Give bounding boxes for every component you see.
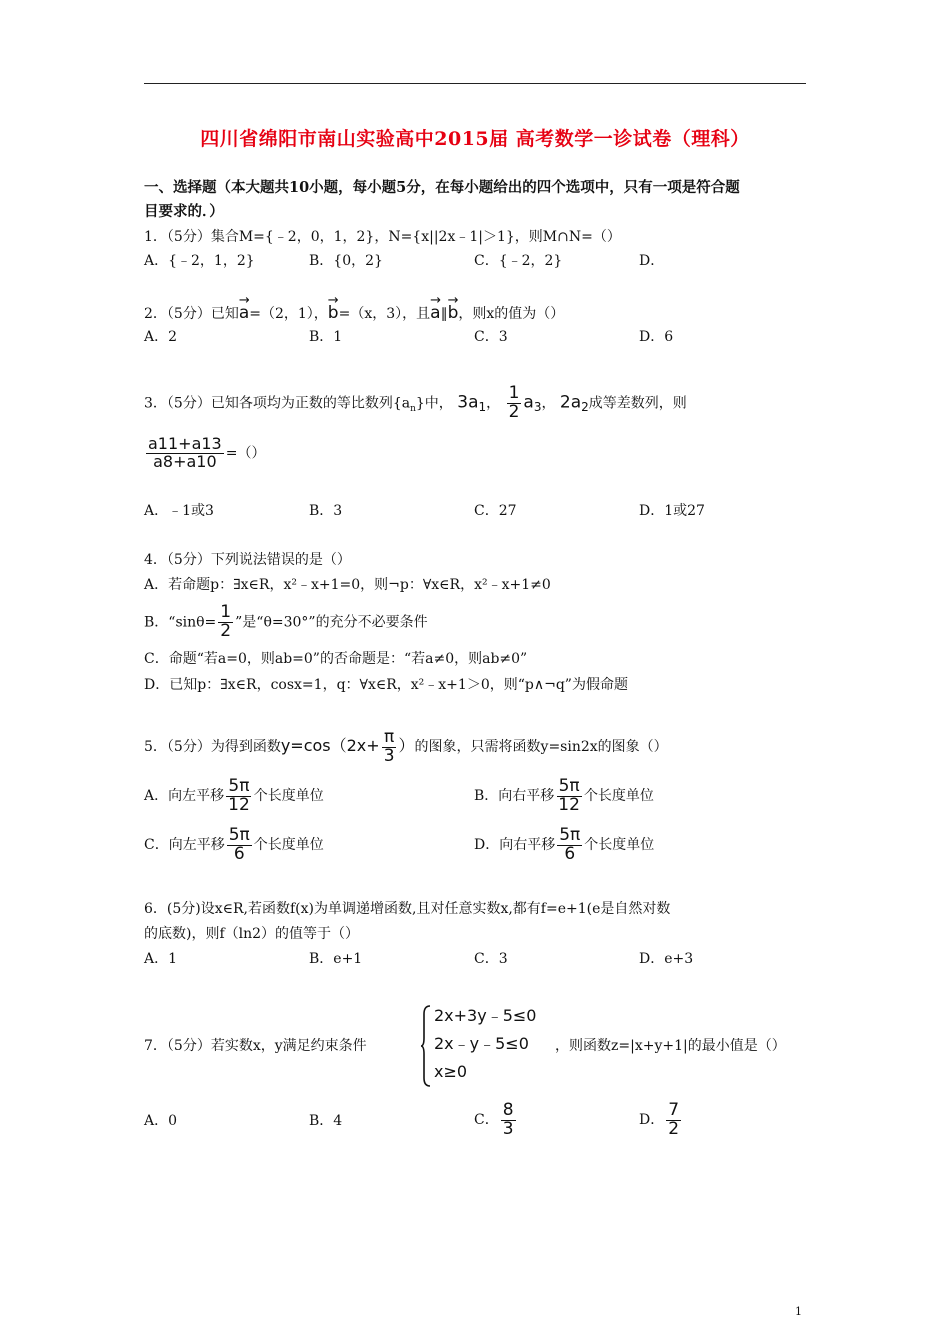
q5-d-post: 个长度单位 [584, 837, 655, 853]
q5-b-den: 12 [558, 794, 580, 815]
q7-option-b: B．4 [309, 1113, 343, 1129]
q1-option-b: B．{0，2} [309, 253, 383, 269]
q3-term2: a [523, 392, 534, 413]
q7-option-a: A．0 [144, 1113, 178, 1129]
section-heading-line1: 一、选择题（本大题共10小题，每小题5分，在每小题给出的四个选项中，只有一项是符合题 [144, 179, 740, 196]
q1-option-a: A．{﹣2，1，2} [144, 253, 255, 269]
q6-option-b: B．e+1 [309, 951, 363, 967]
q3-mid: }中， [415, 395, 453, 412]
q5-pi-fraction [382, 726, 397, 766]
q3-option-a: A．﹣1或3 [144, 503, 214, 519]
q5-suffix: 的图象，只需将函数y=sin2x的图象（） [414, 739, 668, 755]
q2-option-d: D．6 [639, 329, 674, 345]
q5-b-pre: B．向右平移 [474, 788, 555, 804]
q5-b-num: 5π [558, 775, 580, 796]
question-5-stem [144, 726, 668, 767]
q5-d-den: 6 [564, 843, 576, 864]
q5-a-num: 5π [228, 775, 250, 796]
constraint-2: 2x﹣y﹣5≤0 [434, 1034, 529, 1053]
page-title: 四川省绵阳市南山实验高中2015届 高考数学一诊试卷（理科） [200, 128, 750, 150]
header-rule [144, 83, 806, 84]
q3-ratio-den: a8+a10 [153, 451, 217, 471]
q5-d-num: 5π [559, 824, 581, 845]
q5-option-b [474, 776, 654, 816]
q3-ratio-num: a11+a13 [148, 434, 222, 453]
q3-suffix: 成等差数列，则 [588, 395, 687, 412]
constraint-brace [420, 1004, 432, 1088]
q5-prefix: 5．（5分）为得到函数 [144, 739, 281, 755]
q2-option-b: B．1 [309, 329, 343, 345]
q3-ratio [144, 436, 265, 471]
q2-option-c: C．3 [474, 329, 508, 345]
q5-function: y=cos（2x+ [280, 736, 380, 755]
q6-option-a: A．1 [144, 951, 178, 967]
q6-option-c: C．3 [474, 951, 508, 967]
q7-option-c [474, 1100, 518, 1140]
q3-term3: 2a [559, 392, 582, 413]
q5-b-fraction [556, 775, 582, 815]
q3-term1: 3a [457, 392, 479, 413]
q4-b-pre: B．“sinθ= [144, 614, 217, 631]
vector-a: → a [239, 298, 249, 322]
question-4-stem: 4．（5分）下列说法错误的是（） [144, 552, 351, 568]
q7-c-fraction [501, 1099, 516, 1139]
q7-d-den: 2 [668, 1118, 680, 1139]
q5-a-post: 个长度单位 [253, 788, 324, 804]
q7-option-d [639, 1100, 683, 1140]
q3-term3-sub: 2 [581, 400, 589, 415]
q2-option-a: A．2 [144, 329, 178, 345]
parallel-vector-b: → b [448, 298, 459, 322]
q5-c-fraction [227, 824, 252, 864]
q5-option-c [144, 825, 324, 865]
vector-b: → b [328, 298, 339, 322]
q5-func-close: ） [398, 736, 415, 755]
q4-b-fraction [218, 604, 233, 641]
q7-c-den: 3 [502, 1118, 514, 1139]
q4-b-num: 1 [220, 602, 232, 622]
question-1-stem: 1．（5分）集合M={﹣2，0，1，2}，N={x||2x﹣1|＞1}，则M∩N=（） [144, 229, 621, 245]
q3-ratio-fraction [146, 436, 224, 471]
question-7-suffix: ，则函数z=|x+y+1|的最小值是（） [555, 1038, 786, 1054]
q3-comma1: ， [486, 395, 501, 412]
q4-option-d: D．已知p：∃x∈R，cosx=1，q：∀x∈R，x²﹣x+1＞0，则“p∧¬q”为假命题 [144, 677, 628, 693]
section-heading-line2: 目要求的．） [144, 203, 224, 220]
q4-option-a: A．若命题p：∃x∈R，x²﹣x+1=0，则¬p：∀x∈R，x²﹣x+1≠0 [144, 577, 551, 593]
q4-option-c: C．命题“若a=0，则ab=0”的否命题是：“若a≠0，则ab≠0” [144, 651, 528, 667]
q2-mid2: =（x，3），且 [338, 306, 431, 322]
q5-pi-num: π [383, 726, 395, 747]
q2-prefix: 2．（5分）已知 [144, 306, 239, 322]
question-6-line2: 的底数)，则f（ln2）的值等于（） [144, 926, 360, 942]
q7-d-num: 7 [668, 1099, 680, 1120]
q5-b-post: 个长度单位 [583, 788, 654, 804]
question-2-stem [144, 298, 564, 323]
q3-half-fraction [507, 385, 522, 422]
q5-d-fraction [557, 824, 582, 864]
q7-c-pre: C． [474, 1112, 499, 1128]
q5-c-post: 个长度单位 [253, 837, 324, 853]
q5-a-fraction [226, 775, 252, 815]
q3-option-c: C．27 [474, 503, 517, 519]
page-number: 1 [795, 1305, 802, 1318]
q3-sub-n: n [410, 404, 416, 415]
q5-c-num: 5π [228, 824, 250, 845]
q3-option-b: B．3 [309, 503, 343, 519]
q7-d-pre: D． [639, 1112, 665, 1128]
question-3-stem [144, 385, 687, 424]
q2-mid1: =（2，1）， [249, 306, 328, 322]
q5-option-a [144, 776, 324, 816]
q5-c-den: 6 [233, 843, 245, 864]
q3-half-den: 2 [508, 401, 520, 422]
q3-option-d: D．1或27 [639, 503, 705, 519]
q1-option-d: D． [639, 253, 665, 269]
q2-suffix: ，则x的值为（） [458, 306, 565, 322]
q4-b-den: 2 [220, 620, 232, 641]
constraint-3: x≥0 [434, 1062, 468, 1081]
constraint-1: 2x+3y﹣5≤0 [434, 1006, 537, 1025]
q5-d-pre: D．向右平移 [474, 837, 556, 853]
q3-term1-sub: 1 [478, 400, 487, 415]
q1-option-c: C．{﹣2，2} [474, 253, 563, 269]
q3-term2-sub: 3 [533, 400, 542, 415]
q5-pi-den: 3 [383, 745, 395, 766]
question-7-prefix: 7．（5分）若实数x，y满足约束条件 [144, 1038, 367, 1054]
q3-prefix: 3．（5分）已知各项均为正数的等比数列{a [144, 395, 411, 412]
constraint-system [434, 1002, 536, 1086]
q3-ratio-tail: =（） [225, 445, 266, 462]
question-6-line1: 6．(5分)设x∈R,若函数f(x)为单调递增函数,且对任意实数x,都有f=e+1(e是自然对数 [144, 901, 671, 917]
parallel-vector-a: → a [430, 298, 440, 322]
q7-d-fraction [666, 1099, 681, 1139]
parallel-symbol: ∥ [440, 306, 448, 322]
q5-a-den: 12 [228, 794, 250, 815]
q5-c-pre: C．向左平移 [144, 837, 225, 853]
q6-option-d: D．e+3 [639, 951, 694, 967]
q3-comma2: ， [541, 395, 556, 412]
q7-c-num: 8 [502, 1099, 514, 1120]
q5-option-d [474, 825, 654, 865]
q3-half-num: 1 [508, 383, 520, 403]
q4-option-b [144, 604, 428, 641]
q4-b-post: ”是“θ=30°”的充分不必要条件 [235, 614, 428, 631]
q5-a-pre: A．向左平移 [144, 788, 225, 804]
